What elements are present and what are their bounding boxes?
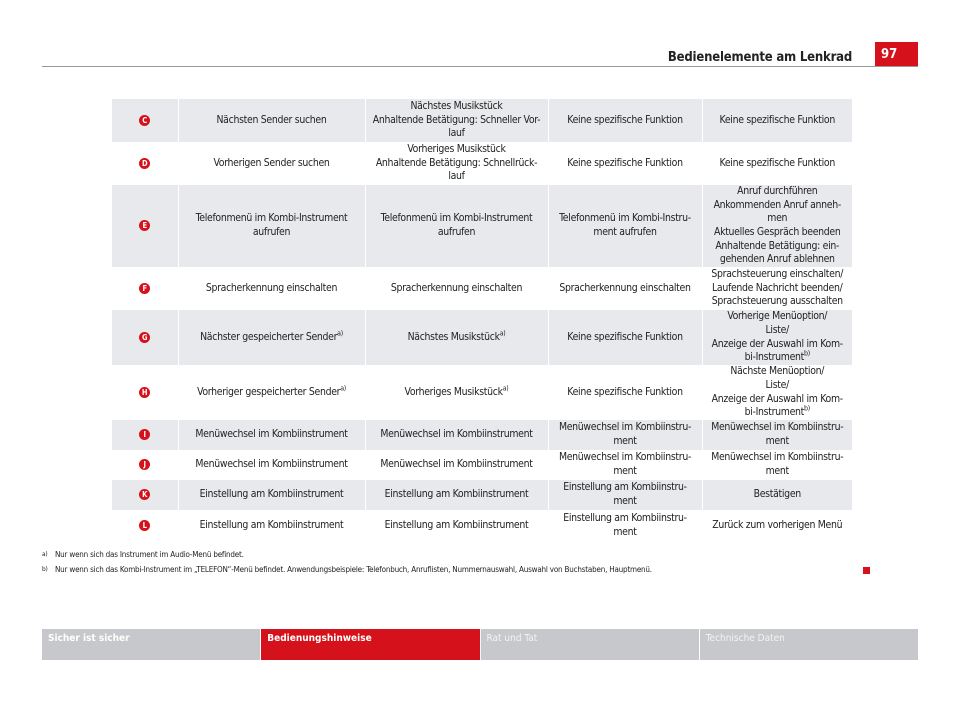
control-key-cell bbox=[112, 267, 178, 310]
control-key-badge: H bbox=[139, 387, 150, 398]
function-cell-c3 bbox=[548, 510, 702, 541]
control-key-badge: E bbox=[139, 220, 150, 231]
footnote-reference: a) bbox=[499, 329, 506, 338]
function-text: Einstellung am Kombiinstrument bbox=[384, 488, 529, 501]
nav-tab-sicher-ist-sicher[interactable]: Sicher ist sicher bbox=[42, 629, 260, 660]
function-text: Keine spezifische Funktion bbox=[567, 330, 683, 343]
function-text: Keine spezifische Funktion bbox=[719, 113, 835, 126]
function-text-line bbox=[705, 451, 851, 465]
footnote-a bbox=[42, 550, 842, 565]
function-text: Keine spezifische Funktion bbox=[567, 113, 683, 126]
function-text-line bbox=[368, 331, 546, 345]
function-text: Nächstes Musikstück bbox=[410, 100, 503, 113]
function-text-line bbox=[551, 495, 700, 509]
function-text: bi-Instrument bbox=[744, 351, 805, 364]
function-text-line bbox=[705, 295, 851, 309]
function-cell-c4 bbox=[702, 99, 852, 142]
control-key-badge: J bbox=[139, 459, 150, 470]
function-text: Anruf durchführen bbox=[737, 185, 818, 198]
function-text-line bbox=[705, 253, 851, 267]
footnote-reference: a) bbox=[337, 329, 343, 338]
function-text-line bbox=[705, 365, 851, 379]
function-text-line bbox=[368, 157, 546, 171]
function-cell-c3 bbox=[548, 450, 702, 480]
function-text: ment bbox=[613, 465, 637, 477]
function-text-line bbox=[705, 157, 851, 171]
function-text-line bbox=[705, 421, 851, 435]
control-key-badge: F bbox=[139, 283, 150, 294]
function-cell-c2 bbox=[365, 142, 548, 185]
function-text-line bbox=[181, 226, 363, 240]
control-key-badge: G bbox=[139, 332, 150, 343]
function-cell-c1 bbox=[178, 420, 365, 450]
function-text-line bbox=[368, 428, 546, 442]
function-text-line bbox=[368, 212, 546, 226]
function-text: Ankommenden Anruf anneh- bbox=[713, 198, 841, 211]
function-text: Liste/ bbox=[765, 323, 789, 336]
function-text-line bbox=[181, 212, 363, 226]
table-row bbox=[112, 99, 852, 142]
table-row bbox=[112, 142, 852, 185]
function-text-line bbox=[705, 379, 851, 393]
function-text: Menüwechsel im Kombiinstrument bbox=[380, 458, 533, 471]
footnote-reference: a) bbox=[340, 384, 346, 393]
function-text-line bbox=[368, 519, 546, 533]
function-cell-c1 bbox=[178, 510, 365, 541]
function-text-line bbox=[181, 458, 363, 472]
function-text-line bbox=[551, 282, 700, 296]
function-cell-c4 bbox=[702, 450, 852, 480]
function-text-line bbox=[181, 282, 363, 296]
function-cell-c4 bbox=[702, 310, 852, 365]
function-text: Menüwechsel im Kombiinstru- bbox=[711, 421, 844, 434]
function-cell-c2 bbox=[365, 310, 548, 365]
table-row bbox=[112, 310, 852, 365]
function-text: Keine spezifische Funktion bbox=[719, 156, 835, 169]
function-cell-c2 bbox=[365, 365, 548, 420]
function-text: Anzeige der Auswahl im Kom- bbox=[711, 392, 843, 405]
control-key-badge: C bbox=[139, 115, 150, 126]
footnote-b bbox=[42, 565, 842, 580]
function-text: Spracherkennung einschalten bbox=[559, 281, 691, 294]
footnote-reference: b) bbox=[804, 404, 810, 413]
function-cell-c4 bbox=[702, 420, 852, 450]
table-row bbox=[112, 480, 852, 510]
function-text-line bbox=[705, 324, 851, 338]
function-text-line bbox=[705, 268, 851, 282]
function-cell-c3 bbox=[548, 480, 702, 510]
function-cell-c2 bbox=[365, 510, 548, 541]
function-text-line bbox=[551, 451, 700, 465]
function-table bbox=[112, 99, 852, 541]
function-cell-c2 bbox=[365, 450, 548, 480]
function-text-line bbox=[551, 512, 700, 526]
function-text: Vorheriges Musikstück bbox=[407, 143, 506, 156]
function-text-line bbox=[551, 435, 700, 449]
function-text: lauf bbox=[448, 127, 465, 140]
function-cell-c3 bbox=[548, 99, 702, 142]
function-text: ment bbox=[765, 435, 789, 447]
function-cell-c2 bbox=[365, 480, 548, 510]
function-text-line bbox=[705, 338, 851, 352]
function-text: Keine spezifische Funktion bbox=[567, 156, 683, 169]
function-text: Nächste Menüoption/ bbox=[730, 365, 825, 378]
function-text: Telefonmenü im Kombi-Instru- bbox=[559, 212, 691, 225]
function-text: bi-Instrument bbox=[744, 406, 805, 419]
control-key-cell bbox=[112, 310, 178, 365]
function-text: Telefonmenü im Kombi-Instrument bbox=[380, 212, 533, 225]
function-text: Vorheriges Musikstück bbox=[404, 385, 503, 398]
control-key-badge: I bbox=[139, 429, 150, 440]
function-text-line bbox=[181, 114, 363, 128]
function-text-line bbox=[551, 114, 700, 128]
control-key-badge: L bbox=[139, 520, 150, 531]
section-end-marker bbox=[863, 567, 870, 574]
function-text: Keine spezifische Funktion bbox=[567, 385, 683, 398]
function-text-line bbox=[551, 386, 700, 400]
control-key-cell bbox=[112, 510, 178, 541]
function-cell-c1 bbox=[178, 267, 365, 310]
table-row bbox=[112, 267, 852, 310]
function-text: Aktuelles Gespräch beenden bbox=[713, 226, 841, 238]
table-row bbox=[112, 185, 852, 267]
function-text: aufrufen bbox=[252, 226, 291, 238]
function-text: Spracherkennung einschalten bbox=[205, 281, 338, 294]
function-text: Menüwechsel im Kombiinstru- bbox=[558, 451, 692, 464]
function-text: Zurück zum vorherigen Menü bbox=[712, 518, 843, 531]
function-text: ment bbox=[613, 525, 637, 538]
function-text-line bbox=[368, 282, 546, 296]
function-text: Menüwechsel im Kombiinstrument bbox=[195, 428, 348, 441]
function-table-body bbox=[112, 99, 852, 541]
function-text-line bbox=[181, 428, 363, 442]
function-text: Nächstes Musikstück bbox=[407, 330, 500, 343]
function-cell-c3 bbox=[548, 310, 702, 365]
function-text: ment bbox=[613, 435, 637, 447]
function-text-line bbox=[368, 488, 546, 502]
control-key-cell bbox=[112, 185, 178, 267]
control-key-cell bbox=[112, 142, 178, 185]
function-text: Bestätigen bbox=[753, 488, 801, 501]
function-text: Anhaltende Betätigung: ein- bbox=[715, 239, 840, 252]
function-cell-c2 bbox=[365, 185, 548, 267]
function-text: aufrufen bbox=[437, 226, 476, 238]
bottom-navigation bbox=[42, 629, 918, 660]
function-text: Menüwechsel im Kombiinstru- bbox=[558, 421, 692, 434]
function-text-line bbox=[705, 282, 851, 296]
function-text: Vorheriger gespeicherter Sender bbox=[197, 385, 341, 398]
function-text-line bbox=[705, 240, 851, 254]
function-cell-c1 bbox=[178, 480, 365, 510]
function-text: Liste/ bbox=[765, 378, 789, 391]
function-cell-c3 bbox=[548, 365, 702, 420]
function-text-line bbox=[551, 157, 700, 171]
control-key-badge: D bbox=[139, 158, 150, 169]
function-text-line bbox=[181, 157, 363, 171]
function-text: gehenden Anruf ablehnen bbox=[719, 253, 835, 266]
function-text-line bbox=[551, 212, 700, 226]
function-cell-c4 bbox=[702, 142, 852, 185]
function-cell-c4 bbox=[702, 480, 852, 510]
function-text-line bbox=[551, 331, 700, 345]
function-text-line bbox=[551, 526, 700, 540]
function-text-line bbox=[368, 100, 546, 114]
function-cell-c1 bbox=[178, 185, 365, 267]
function-cell-c2 bbox=[365, 420, 548, 450]
footnote-text: Nur wenn sich das Instrument im Audio-Menü befindet. bbox=[55, 550, 244, 559]
footnotes bbox=[42, 550, 842, 580]
function-cell-c1 bbox=[178, 142, 365, 185]
function-text-line bbox=[551, 226, 700, 240]
function-text: Telefonmenü im Kombi-Instrument bbox=[195, 212, 348, 225]
function-text: ment bbox=[613, 495, 637, 507]
control-key-badge: K bbox=[139, 489, 150, 500]
function-text: Nächsten Sender suchen bbox=[216, 113, 327, 126]
function-cell-c4 bbox=[702, 365, 852, 420]
function-text-line bbox=[705, 226, 851, 240]
function-text-line bbox=[705, 435, 851, 449]
control-key-cell bbox=[112, 480, 178, 510]
table-row bbox=[112, 365, 852, 420]
footnote-reference: a) bbox=[502, 384, 509, 393]
function-text: Einstellung am Kombiinstru- bbox=[563, 511, 687, 524]
function-text-line bbox=[181, 386, 363, 400]
page-number: 97 bbox=[875, 42, 918, 67]
function-cell-c1 bbox=[178, 99, 365, 142]
function-text-line bbox=[368, 127, 546, 141]
function-cell-c1 bbox=[178, 310, 365, 365]
function-cell-c4 bbox=[702, 267, 852, 310]
table-row bbox=[112, 420, 852, 450]
nav-tab-rat-und-tat[interactable]: Rat und Tat bbox=[480, 629, 699, 660]
function-text-line bbox=[181, 488, 363, 502]
function-text-line bbox=[368, 386, 546, 400]
function-text-line bbox=[705, 393, 851, 407]
nav-tab-bedienungshinweise[interactable]: Bedienungshinweise bbox=[260, 629, 479, 660]
function-cell-c3 bbox=[548, 420, 702, 450]
function-text-line bbox=[181, 331, 363, 345]
table-row bbox=[112, 510, 852, 541]
function-text: Laufende Nachricht beenden/ bbox=[712, 281, 843, 294]
function-text-line bbox=[705, 310, 851, 324]
table-row bbox=[112, 450, 852, 480]
function-cell-c1 bbox=[178, 450, 365, 480]
footnote-text: Nur wenn sich das Kombi-Instrument im „TELEFON“-Menü befindet. Anwendungsbeispiele: Telefonbuch, Anruflisten, Nummernauswahl, Auswahl von Buchstaben, Hauptmenü. bbox=[55, 565, 652, 574]
function-text-line bbox=[705, 199, 851, 213]
function-text: Menüwechsel im Kombiinstrument bbox=[195, 458, 348, 471]
function-text-line bbox=[551, 465, 700, 479]
function-text-line bbox=[705, 519, 851, 533]
function-text-line bbox=[705, 351, 851, 365]
function-cell-c2 bbox=[365, 267, 548, 310]
footnote-mark: b) bbox=[42, 565, 48, 573]
function-text-line bbox=[705, 406, 851, 420]
function-text: Einstellung am Kombiinstrument bbox=[384, 518, 529, 531]
function-text: Einstellung am Kombiinstru- bbox=[563, 481, 687, 494]
function-text: ment bbox=[765, 465, 789, 477]
function-cell-c4 bbox=[702, 510, 852, 541]
function-text: Menüwechsel im Kombiinstru- bbox=[711, 451, 844, 464]
function-text: Anhaltende Betätigung: Schneller Vor- bbox=[372, 113, 541, 126]
nav-tab-technische-daten[interactable]: Technische Daten bbox=[699, 629, 918, 660]
function-text-line bbox=[368, 114, 546, 128]
function-text-line bbox=[705, 488, 851, 502]
function-text: men bbox=[767, 212, 788, 225]
function-text-line bbox=[705, 465, 851, 479]
control-key-cell bbox=[112, 450, 178, 480]
function-text-line bbox=[181, 519, 363, 533]
control-key-cell bbox=[112, 420, 178, 450]
page-title: Bedienelemente am Lenkrad bbox=[667, 50, 852, 65]
function-text-line bbox=[551, 481, 700, 495]
function-text-line bbox=[368, 458, 546, 472]
function-text: Anhaltende Betätigung: Schnellrück- bbox=[375, 156, 538, 169]
function-text: Sprachsteuerung einschalten/ bbox=[711, 268, 844, 281]
function-text-line bbox=[368, 170, 546, 184]
function-text: lauf bbox=[448, 170, 465, 183]
function-text: ment aufrufen bbox=[593, 226, 657, 238]
function-cell-c3 bbox=[548, 142, 702, 185]
function-cell-c4 bbox=[702, 185, 852, 267]
footnote-mark: a) bbox=[42, 550, 48, 558]
function-cell-c3 bbox=[548, 267, 702, 310]
function-text-line bbox=[705, 185, 851, 199]
function-text: Anzeige der Auswahl im Kom- bbox=[711, 337, 843, 350]
function-text: Menüwechsel im Kombiinstrument bbox=[380, 428, 533, 441]
function-cell-c3 bbox=[548, 185, 702, 267]
control-key-cell bbox=[112, 99, 178, 142]
function-text-line bbox=[368, 143, 546, 157]
function-text: Vorherigen Sender suchen bbox=[213, 156, 330, 169]
function-text: Sprachsteuerung ausschalten bbox=[711, 295, 843, 308]
function-text: Einstellung am Kombiinstrument bbox=[199, 518, 344, 531]
function-cell-c1 bbox=[178, 365, 365, 420]
function-cell-c2 bbox=[365, 99, 548, 142]
function-text: Spracherkennung einschalten bbox=[390, 281, 523, 294]
function-text-line bbox=[368, 226, 546, 240]
function-text: Einstellung am Kombiinstrument bbox=[199, 488, 344, 501]
footnote-reference: b) bbox=[804, 349, 810, 358]
function-text: Vorherige Menüoption/ bbox=[727, 310, 828, 323]
function-text-line bbox=[705, 114, 851, 128]
function-text-line bbox=[551, 421, 700, 435]
control-key-cell bbox=[112, 365, 178, 420]
function-text-line bbox=[705, 212, 851, 226]
header-divider bbox=[42, 66, 918, 67]
function-text: Nächster gespeicherter Sender bbox=[200, 330, 338, 343]
